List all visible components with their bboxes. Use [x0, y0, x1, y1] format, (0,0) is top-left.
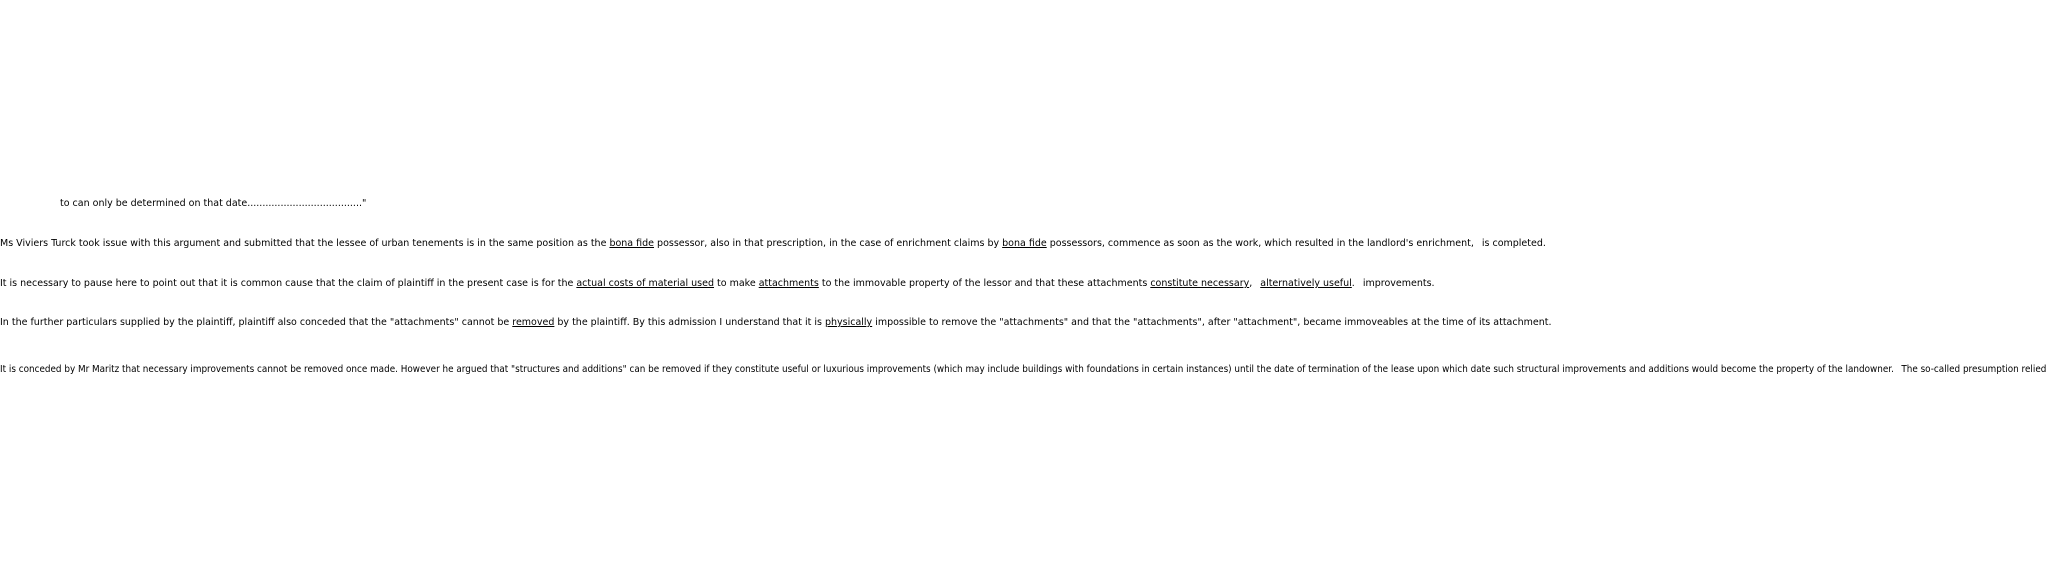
underlined-term: physically — [824, 317, 873, 328]
paragraph-text: improvements. — [1362, 278, 1435, 289]
paragraph-text: possessors, commence as soon as the work, which resulted in the landlord's enrichment, — [1046, 238, 1474, 249]
paragraph-text: . — [1351, 278, 1355, 289]
underlined-term: attachments — [758, 278, 819, 289]
paragraph-text: It is conceded by Mr Maritz that necessary improvements cannot be removed once made. However he argued that "structures and additions" can be removed if they constitute useful or luxurious improvements (which may include buildings with foundations in certain instances) until the date of termination of the lease upon which date such structural improvements and additions would become the property of the landowner. — [0, 364, 1894, 375]
paragraph-further-particulars — [0, 317, 1551, 329]
underlined-term: actual costs of material used — [576, 278, 715, 289]
paragraph-continuation — [60, 198, 366, 210]
paragraph-text: impossible to remove the "attachments" and that the "attachments", after "attachment", became immoveables at the time of its attachment. — [872, 317, 1552, 328]
paragraph-text: The so-called presumption relied — [1901, 364, 2047, 375]
underlined-term: alternatively useful — [1260, 278, 1352, 289]
underlined-term: constitute necessary — [1150, 278, 1250, 289]
paragraph-text: Ms Viviers Turck took issue with this argument and submitted that the lessee of urban tenements is in the same position as the — [0, 238, 610, 249]
paragraph-text: to can only be determined on that date......................................" — [60, 198, 367, 209]
paragraph-text: It is necessary to pause here to point out that it is common cause that the claim of plaintiff in the present case is for the — [0, 278, 577, 289]
paragraph-text: possessor, also in that prescription, in the case of enrichment claims by — [654, 238, 1003, 249]
paragraph-viviers-turck — [0, 238, 1546, 250]
paragraph-text: by the plaintiff. By this admission I understand that it is — [554, 317, 825, 328]
underlined-term: bona fide — [609, 238, 655, 249]
paragraph-text: is completed. — [1481, 238, 1546, 249]
paragraph-text: , — [1249, 278, 1253, 289]
paragraph-text: to make — [714, 278, 759, 289]
paragraph-text: to the immovable property of the lessor and that these attachments — [818, 278, 1151, 289]
paragraph-common-cause — [0, 278, 1435, 290]
underlined-term: removed — [512, 317, 555, 328]
paragraph-text: In the further particulars supplied by the plaintiff, plaintiff also conceded that the "attachments" cannot be — [0, 317, 513, 328]
underlined-term: bona fide — [1002, 238, 1047, 249]
paragraph-maritz — [0, 364, 2046, 376]
